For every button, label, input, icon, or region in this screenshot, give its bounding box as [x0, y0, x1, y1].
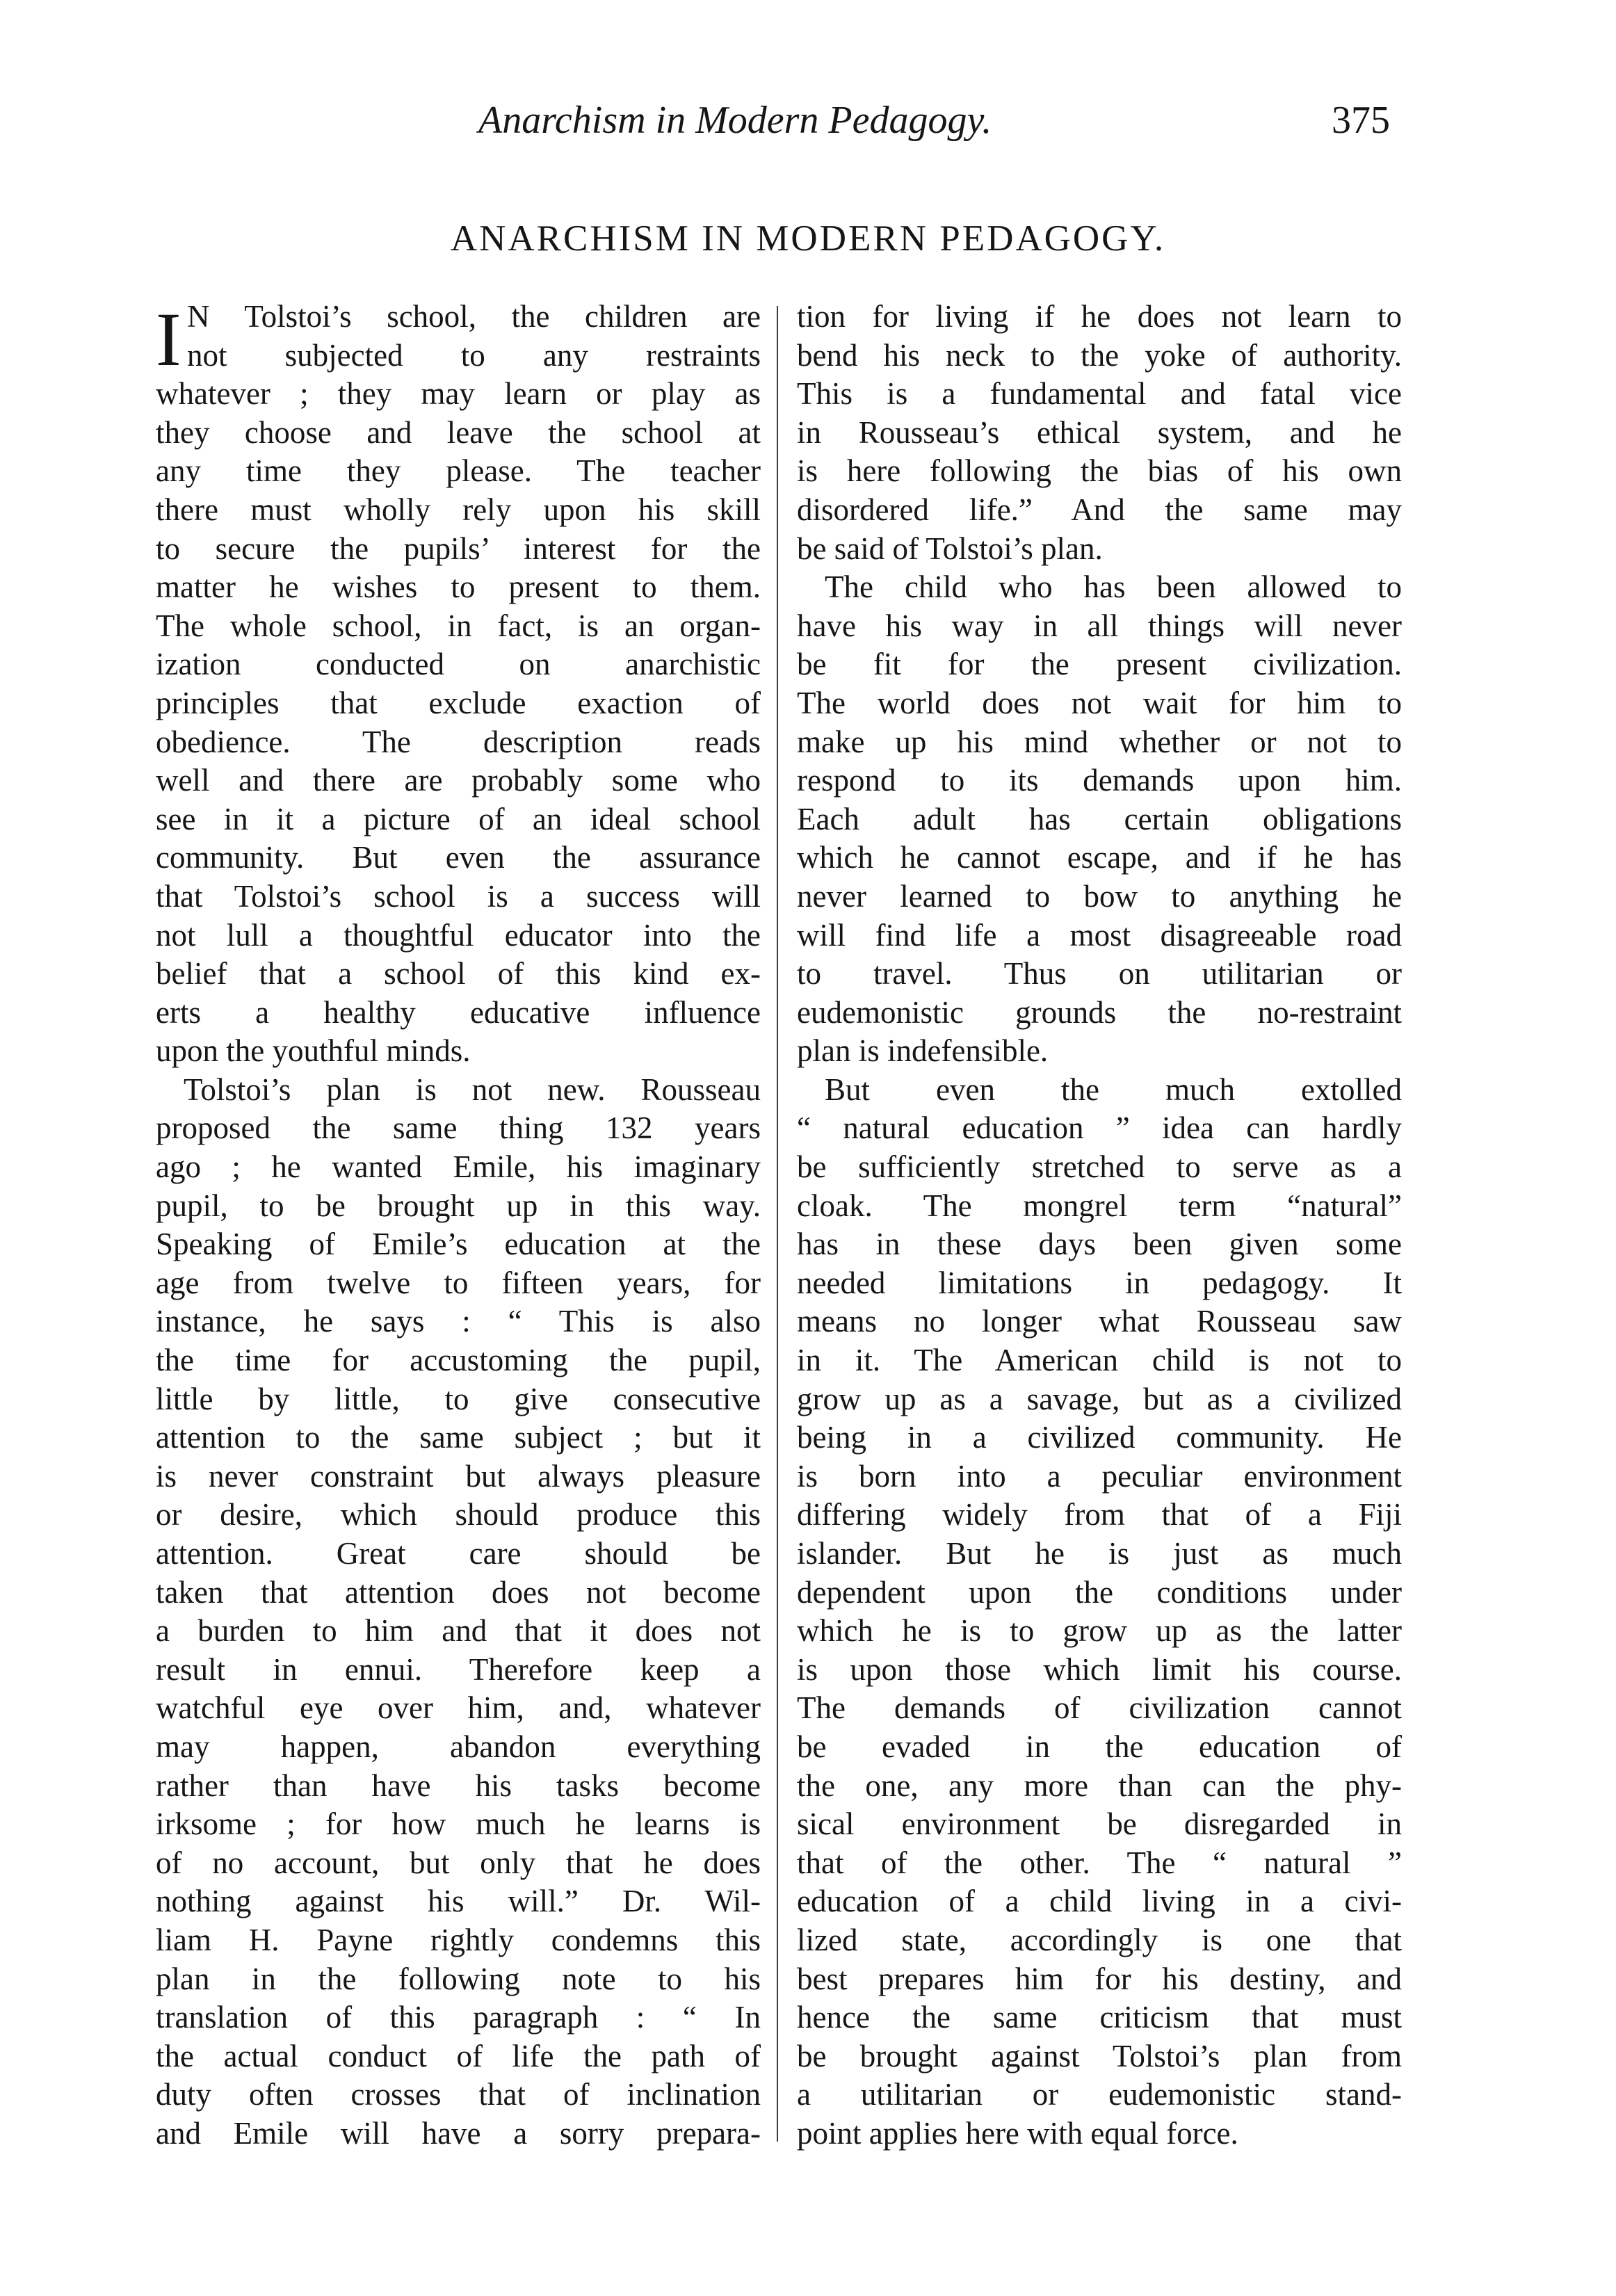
text-line: to travel. Thus on utilitarian or: [797, 956, 1402, 992]
text-line: is never constraint but always pleasure: [156, 1458, 761, 1494]
text-line: being in a civilized community. He: [797, 1420, 1402, 1455]
column-divider: [777, 306, 778, 2142]
text-line: differing widely from that of a Fiji: [797, 1497, 1402, 1533]
text-line: not subjected to any restraints: [187, 337, 761, 373]
text-line: disordered life.” And the same may: [797, 492, 1402, 527]
text-line: nothing against his will.” Dr. Wil-: [156, 1884, 761, 1919]
text-line: sical environment be disregarded in: [797, 1806, 1402, 1842]
text-line: which he is to grow up as the latter: [797, 1613, 1402, 1649]
text-line: This is a fundamental and fatal vice: [797, 376, 1402, 412]
text-line: is born into a peculiar environment: [797, 1458, 1402, 1494]
text-line: or desire, which should produce this: [156, 1497, 761, 1533]
text-line: that Tolstoi’s school is a success will: [156, 878, 761, 914]
text-line: eudemonistic grounds the no-restraint: [797, 994, 1402, 1030]
text-line: plan in the following note to his: [156, 1961, 761, 1996]
text-line: The demands of civilization cannot: [797, 1690, 1402, 1726]
text-line: erts a healthy educative influence: [156, 994, 761, 1030]
text-line: hence the same criticism that must: [797, 2000, 1402, 2035]
text-line: make up his mind whether or not to: [797, 724, 1402, 759]
text-line: proposed the same thing 132 years: [156, 1110, 761, 1146]
text-line: is here following the bias of his own: [797, 453, 1402, 489]
text-line: to secure the pupils’ interest for the: [156, 531, 761, 566]
text-line: is upon those which limit his course.: [797, 1651, 1402, 1687]
text-line: “ natural education ” idea can hardly: [797, 1110, 1402, 1146]
text-line: result in ennui. Therefore keep a: [156, 1651, 761, 1687]
text-line: a burden to him and that it does not: [156, 1613, 761, 1649]
text-line: be evaded in the education of: [797, 1729, 1402, 1764]
text-line: translation of this paragraph : “ In: [156, 2000, 761, 2035]
running-header: [0, 96, 1616, 145]
article-title: ANARCHISM IN MODERN PEDAGOGY.: [450, 218, 1166, 259]
text-line: be fit for the present civilization.: [797, 647, 1402, 682]
running-title: Anarchism in Modern Pedagogy.: [478, 99, 992, 142]
text-line: The world does not wait for him to: [797, 685, 1402, 720]
text-line: that of the other. The “ natural ”: [797, 1845, 1402, 1880]
text-line: see in it a picture of an ideal school: [156, 801, 761, 836]
text-line: dependent upon the conditions under: [797, 1574, 1402, 1610]
text-line: in Rousseau’s ethical system, and he: [797, 414, 1402, 450]
text-line: N Tolstoi’s school, the children are: [187, 299, 761, 334]
text-line: matter he wishes to present to them.: [156, 569, 761, 605]
text-line: point applies here with equal force.: [797, 2115, 1238, 2151]
text-line: a utilitarian or eudemonistic stand-: [797, 2077, 1402, 2112]
text-line: upon the youthful minds.: [156, 1033, 471, 1069]
text-line: bend his neck to the yoke of authority.: [797, 337, 1402, 373]
text-line: the time for accustoming the pupil,: [156, 1343, 761, 1378]
text-line: tion for living if he does not learn to: [797, 299, 1402, 334]
text-line: may happen, abandon everything: [156, 1729, 761, 1764]
text-line: cloak. The mongrel term “natural”: [797, 1188, 1402, 1223]
text-line: be sufficiently stretched to serve as a: [797, 1149, 1402, 1185]
text-line: The child who has been allowed to: [825, 569, 1402, 605]
text-line: plan is indefensible.: [797, 1033, 1049, 1069]
text-line: and Emile will have a sorry prepara-: [156, 2115, 761, 2151]
text-line: respond to its demands upon him.: [797, 763, 1402, 798]
text-line: any time they please. The teacher: [156, 453, 761, 489]
text-line: never learned to bow to anything he: [797, 878, 1402, 914]
text-line: of no account, but only that he does: [156, 1845, 761, 1880]
text-line: duty often crosses that of inclination: [156, 2077, 761, 2112]
text-line: community. But even the assurance: [156, 840, 761, 875]
text-line: attention to the same subject ; but it: [156, 1420, 761, 1455]
text-line: instance, he says : “ This is also: [156, 1304, 761, 1339]
text-line: ago ; he wanted Emile, his imaginary: [156, 1149, 761, 1185]
text-line: obedience. The description reads: [156, 724, 761, 759]
text-line: attention. Great care should be: [156, 1536, 761, 1571]
text-line: have his way in all things will never: [797, 608, 1402, 643]
left-column: [156, 298, 761, 2153]
text-line: be said of Tolstoi’s plan.: [797, 531, 1103, 566]
text-line: whatever ; they may learn or play as: [156, 376, 761, 412]
text-line: there must wholly rely upon his skill: [156, 492, 761, 527]
text-line: belief that a school of this kind ex-: [156, 956, 761, 992]
text-line: liam H. Payne rightly condemns this: [156, 1922, 761, 1957]
text-line: they choose and leave the school at: [156, 414, 761, 450]
right-column: [797, 298, 1402, 2153]
text-line: has in these days been given some: [797, 1227, 1402, 1262]
text-line: pupil, to be brought up in this way.: [156, 1188, 761, 1223]
text-line: lized state, accordingly is one that: [797, 1922, 1402, 1957]
text-line: watchful eye over him, and, whatever: [156, 1690, 761, 1726]
text-line: Speaking of Emile’s education at the: [156, 1227, 761, 1262]
text-line: means no longer what Rousseau saw: [797, 1304, 1402, 1339]
text-line: ization conducted on anarchistic: [156, 647, 761, 682]
text-line: best prepares him for his destiny, and: [797, 1961, 1402, 1996]
text-line: in it. The American child is not to: [797, 1343, 1402, 1378]
text-line: rather than have his tasks become: [156, 1768, 761, 1803]
text-line: not lull a thoughtful educator into the: [156, 917, 761, 953]
text-line: taken that attention does not become: [156, 1574, 761, 1610]
text-line: principles that exclude exaction of: [156, 685, 761, 720]
text-line: which he cannot escape, and if he has: [797, 840, 1402, 875]
text-line: little by little, to give consecutive: [156, 1381, 761, 1416]
text-line: irksome ; for how much he learns is: [156, 1806, 761, 1842]
text-line: The whole school, in fact, is an organ-: [156, 608, 761, 643]
text-line: education of a child living in a civi-: [797, 1884, 1402, 1919]
text-line: But even the much extolled: [825, 1072, 1402, 1107]
text-line: grow up as a savage, but as a civilized: [797, 1381, 1402, 1416]
drop-cap: I: [156, 297, 181, 382]
text-line: Each adult has certain obligations: [797, 801, 1402, 836]
text-line: will find life a most disagreeable road: [797, 917, 1402, 953]
text-line: well and there are probably some who: [156, 763, 761, 798]
text-line: needed limitations in pedagogy. It: [797, 1265, 1402, 1300]
text-line: the one, any more than can the phy-: [797, 1768, 1402, 1803]
text-line: Tolstoi’s plan is not new. Rousseau: [184, 1072, 761, 1107]
text-line: the actual conduct of life the path of: [156, 2038, 761, 2073]
text-line: islander. But he is just as much: [797, 1536, 1402, 1571]
page-number: 375: [1332, 99, 1390, 142]
text-line: be brought against Tolstoi’s plan from: [797, 2038, 1402, 2073]
text-line: age from twelve to fifteen years, for: [156, 1265, 761, 1300]
